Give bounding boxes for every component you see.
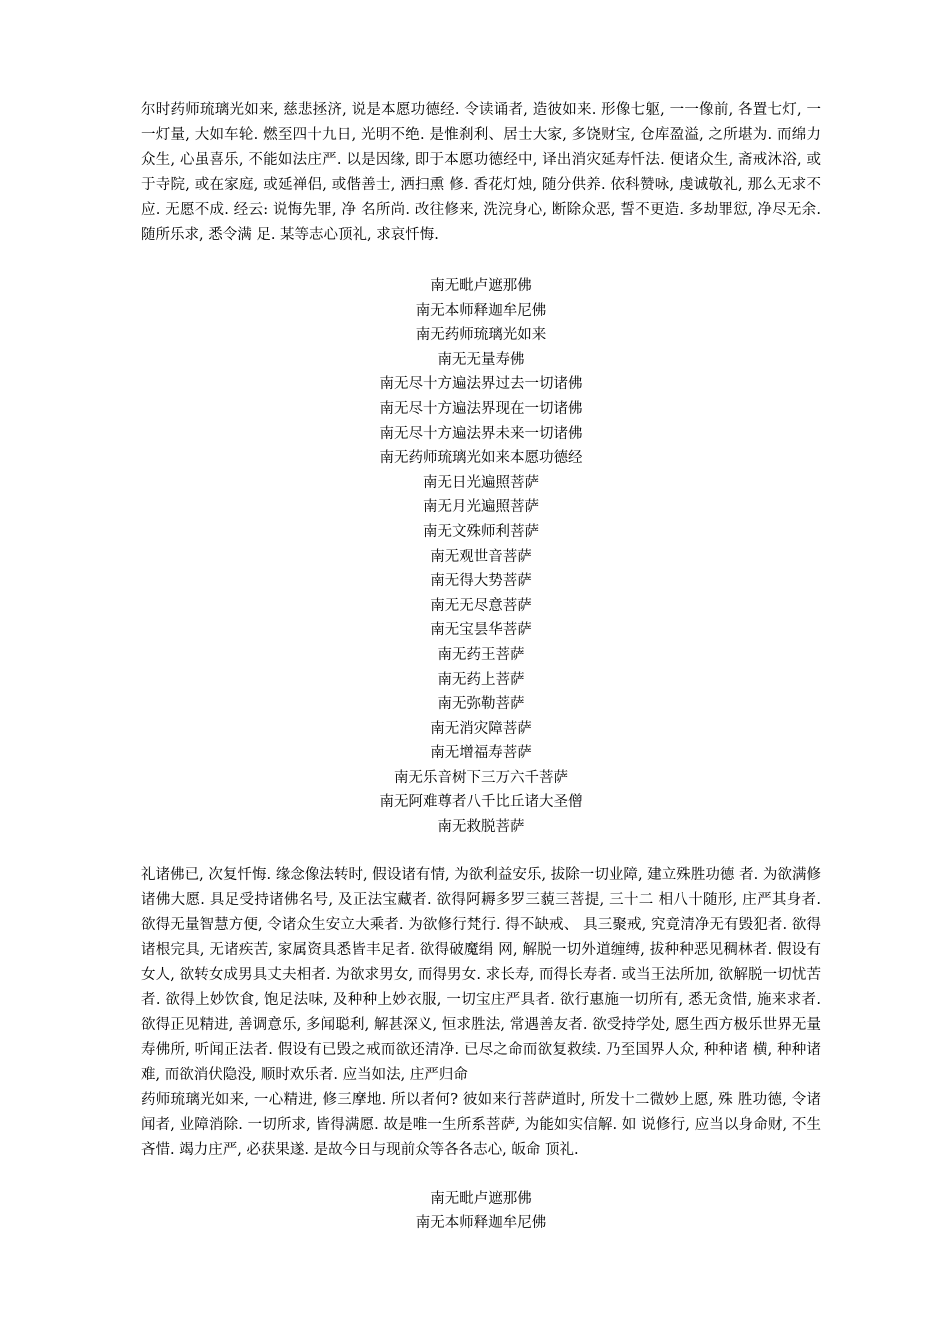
homage-line: 南无无尽意菩萨 xyxy=(430,597,532,614)
homage-line: 南无月光遍照菩萨 xyxy=(423,499,539,516)
homage-line: 南无药上菩萨 xyxy=(437,671,525,688)
homage-line: 南无救脱菩萨 xyxy=(437,819,525,836)
homage-line: 南无消灾障菩萨 xyxy=(430,720,532,737)
homage-line: 南无文殊师利菩萨 xyxy=(423,523,539,540)
homage-line: 南无日光遍照菩萨 xyxy=(423,474,539,491)
homage-line: 南无增福寿菩萨 xyxy=(430,745,532,762)
document-page xyxy=(141,98,821,1236)
homage-list-1 xyxy=(141,274,821,840)
homage-line: 南无毗卢遮那佛 xyxy=(430,278,532,294)
repentance-paragraph: 礼诸佛已, 次复忏悔. 缘念像法转时, 假设诸有情, 为欲利益安乐, 拔除一切业障, 建立殊胜功德 者. 为欲满修诸佛大愿. 具足受持诸佛名号, 及正法宝藏者. 欲得阿耨多罗三藐三菩提, 三十二 相八十随形, 庄严其身者. 欲得无量智慧方便, 令诸众生安立大乘者. 为欲修行梵行. 得不缺戒、 具三聚戒, 究竟清净无有毁犯者. 欲得诸根完具, 无诸疾苦, 家属资具悉皆丰足者. 欲得破魔绢 网, 解脱一切外道缠缚, 拔种种恶见稠林者. 假设有女人, 欲转女成男具丈夫相者. 为欲求男女, 而得男女. 求长寿, 而得长寿者. 或当王法所加, 欲解脱一切忧苦者. 欲得上妙饮食, 饱足法味, 及种种上妙衣服, 一切宝庄严具者. 欲行惠施一切所有, 悉无贪惜, 施来求者. 欲得正见精进, 善调意乐, 多闻聪利, 解甚深义, 恒求胜法, 常遇善友者. 欲受持学处, 愿生西方极乐世界无量 寿佛所, 听闻正法者. 假设有已毁之戒而欲还清净. 已尽之命而欲复救续. 乃至国界人众, 种种诸 横, 种种诸难, 而欲消伏隐没, 顺时欢乐者. 应当如法, 庄严归命 xyxy=(141,866,821,1083)
intro-paragraph: 尔时药师琉璃光如来, 慈悲拯济, 说是本愿功德经. 令读诵者, 造彼如来. 形像七躯, 一一像前, 各置七灯, 一一灯量, 大如车轮. 燃至四十九日, 光明不绝. 是惟刹利、居士大家, 多饶财宝, 仓库盈溢, 之所堪为. 而绵力众生, 心虽喜乐, 不能如法庄严. 以是因缘, 即于本愿功德经中, 译出消灾延寿忏法. 便诸众生, 斋戒沐浴, 或于寺院, 或在家庭, 或延禅侣, 或偕善士, 洒扫熏 修. 香花灯烛, 随分供养. 依科赞咏, 虔诚敬礼, 那么无求不应. 无愿不成. 经云: 说悔先罪, 净 名所尚. 改往修来, 洗浣身心, 断除众恶, 誓不更造. 多劫罪愆, 净尽无余. 随所乐求, 悉令满 足. 某等志心顶礼, 求哀忏悔. xyxy=(141,102,821,243)
homage-line: 南无得大势菩萨 xyxy=(430,573,532,590)
homage-list-2 xyxy=(141,1187,821,1236)
homage-line: 南无毗卢遮那佛 xyxy=(430,1190,532,1207)
homage-line: 南无阿难尊者八千比丘诸大圣僧 xyxy=(379,794,583,811)
homage-line: 南无尽十方遍法界过去一切诸佛 xyxy=(379,376,583,393)
homage-line: 南无本师释迦牟尼佛 xyxy=(415,1215,547,1232)
homage-line: 南无药王菩萨 xyxy=(437,646,525,663)
homage-line: 南无弥勒菩萨 xyxy=(437,696,525,713)
refuge-paragraph: 药师琉璃光如来, 一心精进, 修三摩地. 所以者何? 彼如来行菩萨道时, 所发十二微妙上愿, 殊 胜功德, 令诸闻者, 业障消除. 一切所求, 皆得满愿. 故是唯一生所系菩萨, 为能如实信解. 如 说修行, 应当以身命财, 不生吝惜. 竭力庄严, 必获果遂. 是故今日与现前众等各各志心, 皈命 顶礼. xyxy=(141,1091,821,1158)
homage-line: 南无药师琉璃光如来本愿功德经 xyxy=(379,450,583,467)
homage-line: 南无宝昙华菩萨 xyxy=(430,622,532,639)
homage-line: 南无药师琉璃光如来 xyxy=(415,327,547,344)
homage-line: 南无尽十方遍法界未来一切诸佛 xyxy=(379,425,583,442)
homage-line: 南无本师释迦牟尼佛 xyxy=(415,302,547,319)
homage-line: 南无观世音菩萨 xyxy=(430,548,532,565)
homage-line: 南无无量寿佛 xyxy=(437,351,525,368)
homage-line: 南无尽十方遍法界现在一切诸佛 xyxy=(379,400,583,417)
homage-line: 南无乐音树下三万六千菩萨 xyxy=(394,769,568,786)
